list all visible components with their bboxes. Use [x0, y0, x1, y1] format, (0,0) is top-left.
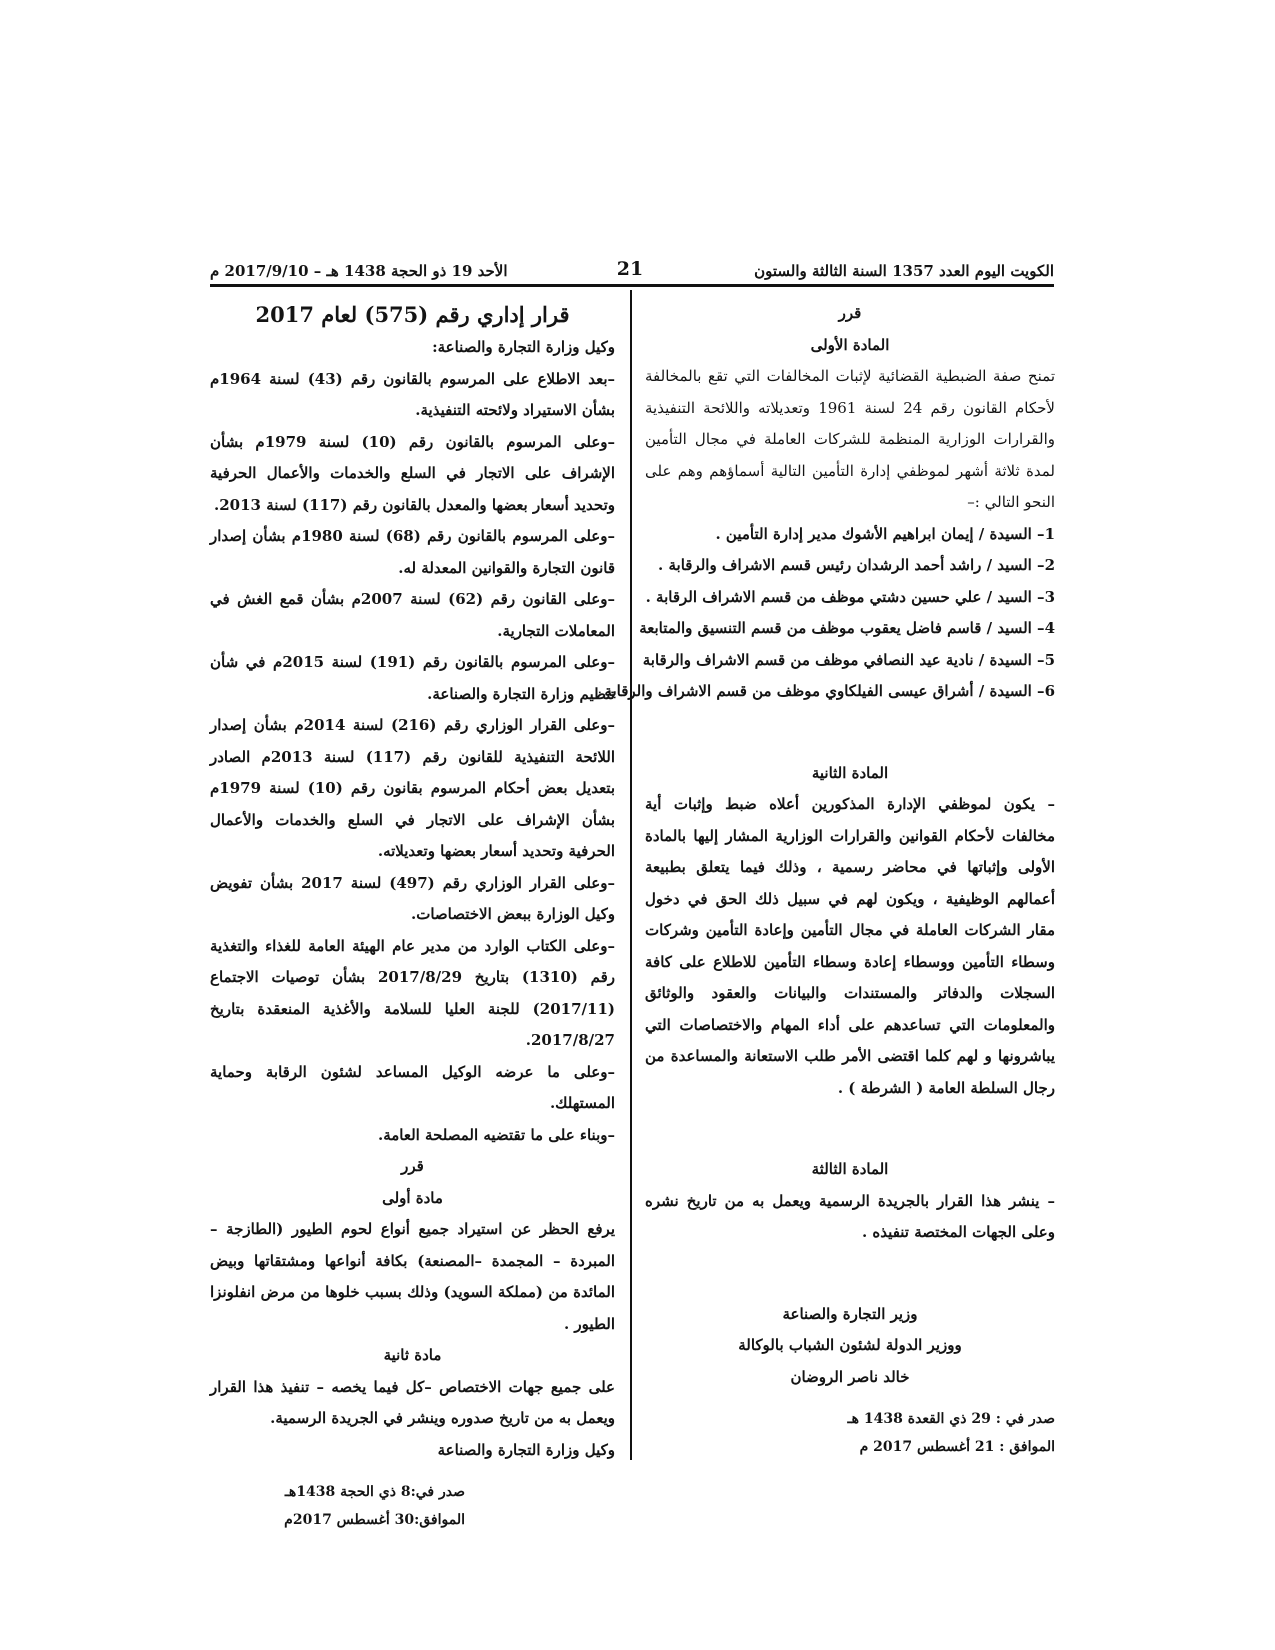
decided-heading: قرر — [401, 1157, 424, 1175]
page-header — [210, 258, 1054, 286]
article3-heading: المادة الثالثة — [811, 1160, 889, 1178]
list-item: 1– السيدة / إيمان ابراهيم الأشوك مدير إدارة التأمين . — [715, 524, 1055, 543]
right-column — [604, 298, 1055, 1461]
article1-heading: مادة أولى — [382, 1188, 443, 1207]
signature-title: وكيل وزارة التجارة والصناعة — [437, 1440, 615, 1459]
signatory-name: خالد ناصر الروضان — [790, 1367, 910, 1386]
preamble-paragraph: –وعلى المرسوم بالقانون رقم (191) لسنة 2015م في شأن تنظيم وزارة التجارة والصناعة. — [210, 653, 615, 703]
column-divider — [630, 290, 632, 1460]
page-number: 21 — [616, 258, 644, 280]
spacer — [645, 1249, 1055, 1299]
spacer — [645, 1104, 1055, 1154]
article3-body: – ينشر هذا القرار بالجريدة الرسمية ويعمل به من تاريخ نشره وعلى الجهات المختصة تنفيذه . — [645, 1191, 1055, 1241]
staff-list — [604, 519, 1055, 708]
header-date: الأحد 19 ذو الحجة 1438 هـ – 2017/9/10 م — [210, 262, 508, 280]
article1-heading: المادة الأولى — [810, 335, 890, 354]
left-column — [210, 298, 615, 1534]
article2-heading: المادة الثانية — [811, 763, 889, 782]
decision-title: قرار إداري رقم (575) لعام 2017 — [255, 302, 570, 327]
preamble-paragraph: –بعد الاطلاع على المرسوم بالقانون رقم (43) لسنة 1964م بشأن الاستيراد ولائحته التنفيذية. — [210, 369, 616, 419]
list-item: 6– السيدة / أشراق عيسى الفيلكاوي موظف من قسم الاشراف والرقابة — [604, 682, 1055, 700]
article2-body: – يكون لموظفي الإدارة المذكورين أعلاه ضبط وإثبات أية مخالفات لأحكام القوانين والقرارات الوزارية المشار إليها بالمادة الأولى وإثباتها في محاضر رسمية ، وذلك فيما يتعلق بطبيعة أعمالهم الوظيفية ، ويكون لهم في سبيل ذلك الحق في دخول مقار الشركات العاملة في مجال التأمين وإعادة التأمين وشركات وسطاء التأمين ووسطاء إعادة وسطاء التأمين للاطلاع على كافة السجلات والدفاتر والمستندات والبيانات والعقود والوثائق والمعلومات التي تساعدهم على أداء المهام والاختصاصات التي يباشرونها و لهم كلما اقتضى الأمر طلب الاستعانة والمساعدة من رجال السلطة العامة ( الشرطة ) . — [645, 795, 1055, 1097]
article2-heading: مادة ثانية — [383, 1346, 442, 1364]
preamble-paragraph: –وبناء على ما تقتضيه المصلحة العامة. — [377, 1125, 615, 1144]
preamble-paragraph: –وعلى القانون رقم (62) لسنة 2007م بشأن قمع الغش في المعاملات التجارية. — [210, 590, 615, 640]
spacer — [645, 1393, 1055, 1405]
issuing-authority: وكيل وزارة التجارة والصناعة: — [432, 338, 615, 356]
preamble-paragraph: –وعلى المرسوم بالقانون رقم (10) لسنة 1979م بشأن الإشراف على الاتجار في السلع والخدمات والأعمال الحرفية وتحديد أسعار بعضها والمعدل بالقانون رقم (117) لسنة 2013. — [210, 432, 616, 514]
article2-body: على جميع جهات الاختصاص –كل فيما يخصه – تنفيذ هذا القرار ويعمل به من تاريخ صدوره وينشر في الجريدة الرسمية. — [210, 1377, 615, 1427]
spacer — [645, 708, 1055, 758]
corresponding-date: الموافق:30 أغسطس 2017م — [284, 1512, 465, 1528]
decided-heading: قرر — [838, 304, 862, 322]
list-item: 3– السيد / علي حسين دشتي موظف من قسم الاشراف الرقابة . — [645, 587, 1055, 606]
signature-title: وزير التجارة والصناعة — [782, 1304, 918, 1323]
issue-date: صدر في : 29 ذي القعدة 1438 هـ — [847, 1411, 1055, 1427]
preamble-paragraph: –وعلى القرار الوزاري رقم (216) لسنة 2014م بشأن إصدار اللائحة التنفيذية للقانون رقم (117) لسنة 2013م الصادر بتعديل بعض أحكام المرسوم بقانون رقم (10) لسنة 1979م بشأن الإشراف على الاتجار في السلع والخدمات والأعمال الحرفية وتحديد أسعار بعضها وتعديلاته. — [210, 716, 616, 860]
preamble-paragraph: –وعلى القرار الوزاري رقم (497) لسنة 2017 بشأن تفويض وكيل الوزارة ببعض الاختصاصات. — [210, 873, 615, 923]
article1-body: يرفع الحظر عن استيراد جميع أنواع لحوم الطيور (الطازجة –المبردة – المجمدة –المصنعة) بكافة أنواعها ومشتقاتها وبيض المائدة من (مملكة السويد) وذلك بسبب خلوها من مرض انفلونزا الطيور . — [210, 1220, 615, 1333]
list-item: 4– السيد / قاسم فاضل يعقوب موظف من قسم التنسيق والمتابعة — [639, 619, 1055, 637]
header-issue-info: الكويت اليوم العدد 1357 السنة الثالثة والستون — [754, 262, 1054, 280]
preamble-paragraph: –وعلى ما عرضه الوكيل المساعد لشئون الرقابة وحماية المستهلك. — [210, 1062, 615, 1112]
signature-subtitle: ووزير الدولة لشئون الشباب بالوكالة — [738, 1336, 962, 1354]
list-item: 5– السيدة / نادية عيد النصافي موظف من قسم الاشراف والرقابة — [642, 650, 1055, 669]
issue-date: صدر في:8 ذي الحجة 1438هـ — [284, 1484, 465, 1500]
header-rule — [210, 284, 1054, 287]
spacer — [210, 1466, 615, 1478]
preamble-paragraph: –وعلى الكتاب الوارد من مدير عام الهيئة العامة للغذاء والتغذية رقم (1310) بتاريخ 2017/8/29 بشأن توصيات الاجتماع (2017/11) للجنة العليا للسلامة والأغذية المنعقدة بتاريخ 2017/8/27. — [210, 936, 616, 1049]
preamble-paragraph: –وعلى المرسوم بالقانون رقم (68) لسنة 1980م بشأن إصدار قانون التجارة والقوانين المعدلة له. — [210, 527, 615, 577]
article1-body: تمنح صفة الضبطية القضائية لإثبات المخالفات التي تقع بالمخالفة لأحكام القانون رقم 24 لسنة 1961 وتعديلاته واللائحة التنفيذية والقرارات الوزارية المنظمة للشركات العاملة في مجال التأمين لمدة ثلاثة أشهر لموظفي إدارة التأمين التالية أسماؤهم وهم على النحو التالي :– — [645, 367, 1055, 511]
list-item: 2– السيد / راشد أحمد الرشدان رئيس قسم الاشراف والرقابة . — [658, 556, 1055, 574]
corresponding-date: الموافق : 21 أغسطس 2017 م — [859, 1439, 1055, 1455]
